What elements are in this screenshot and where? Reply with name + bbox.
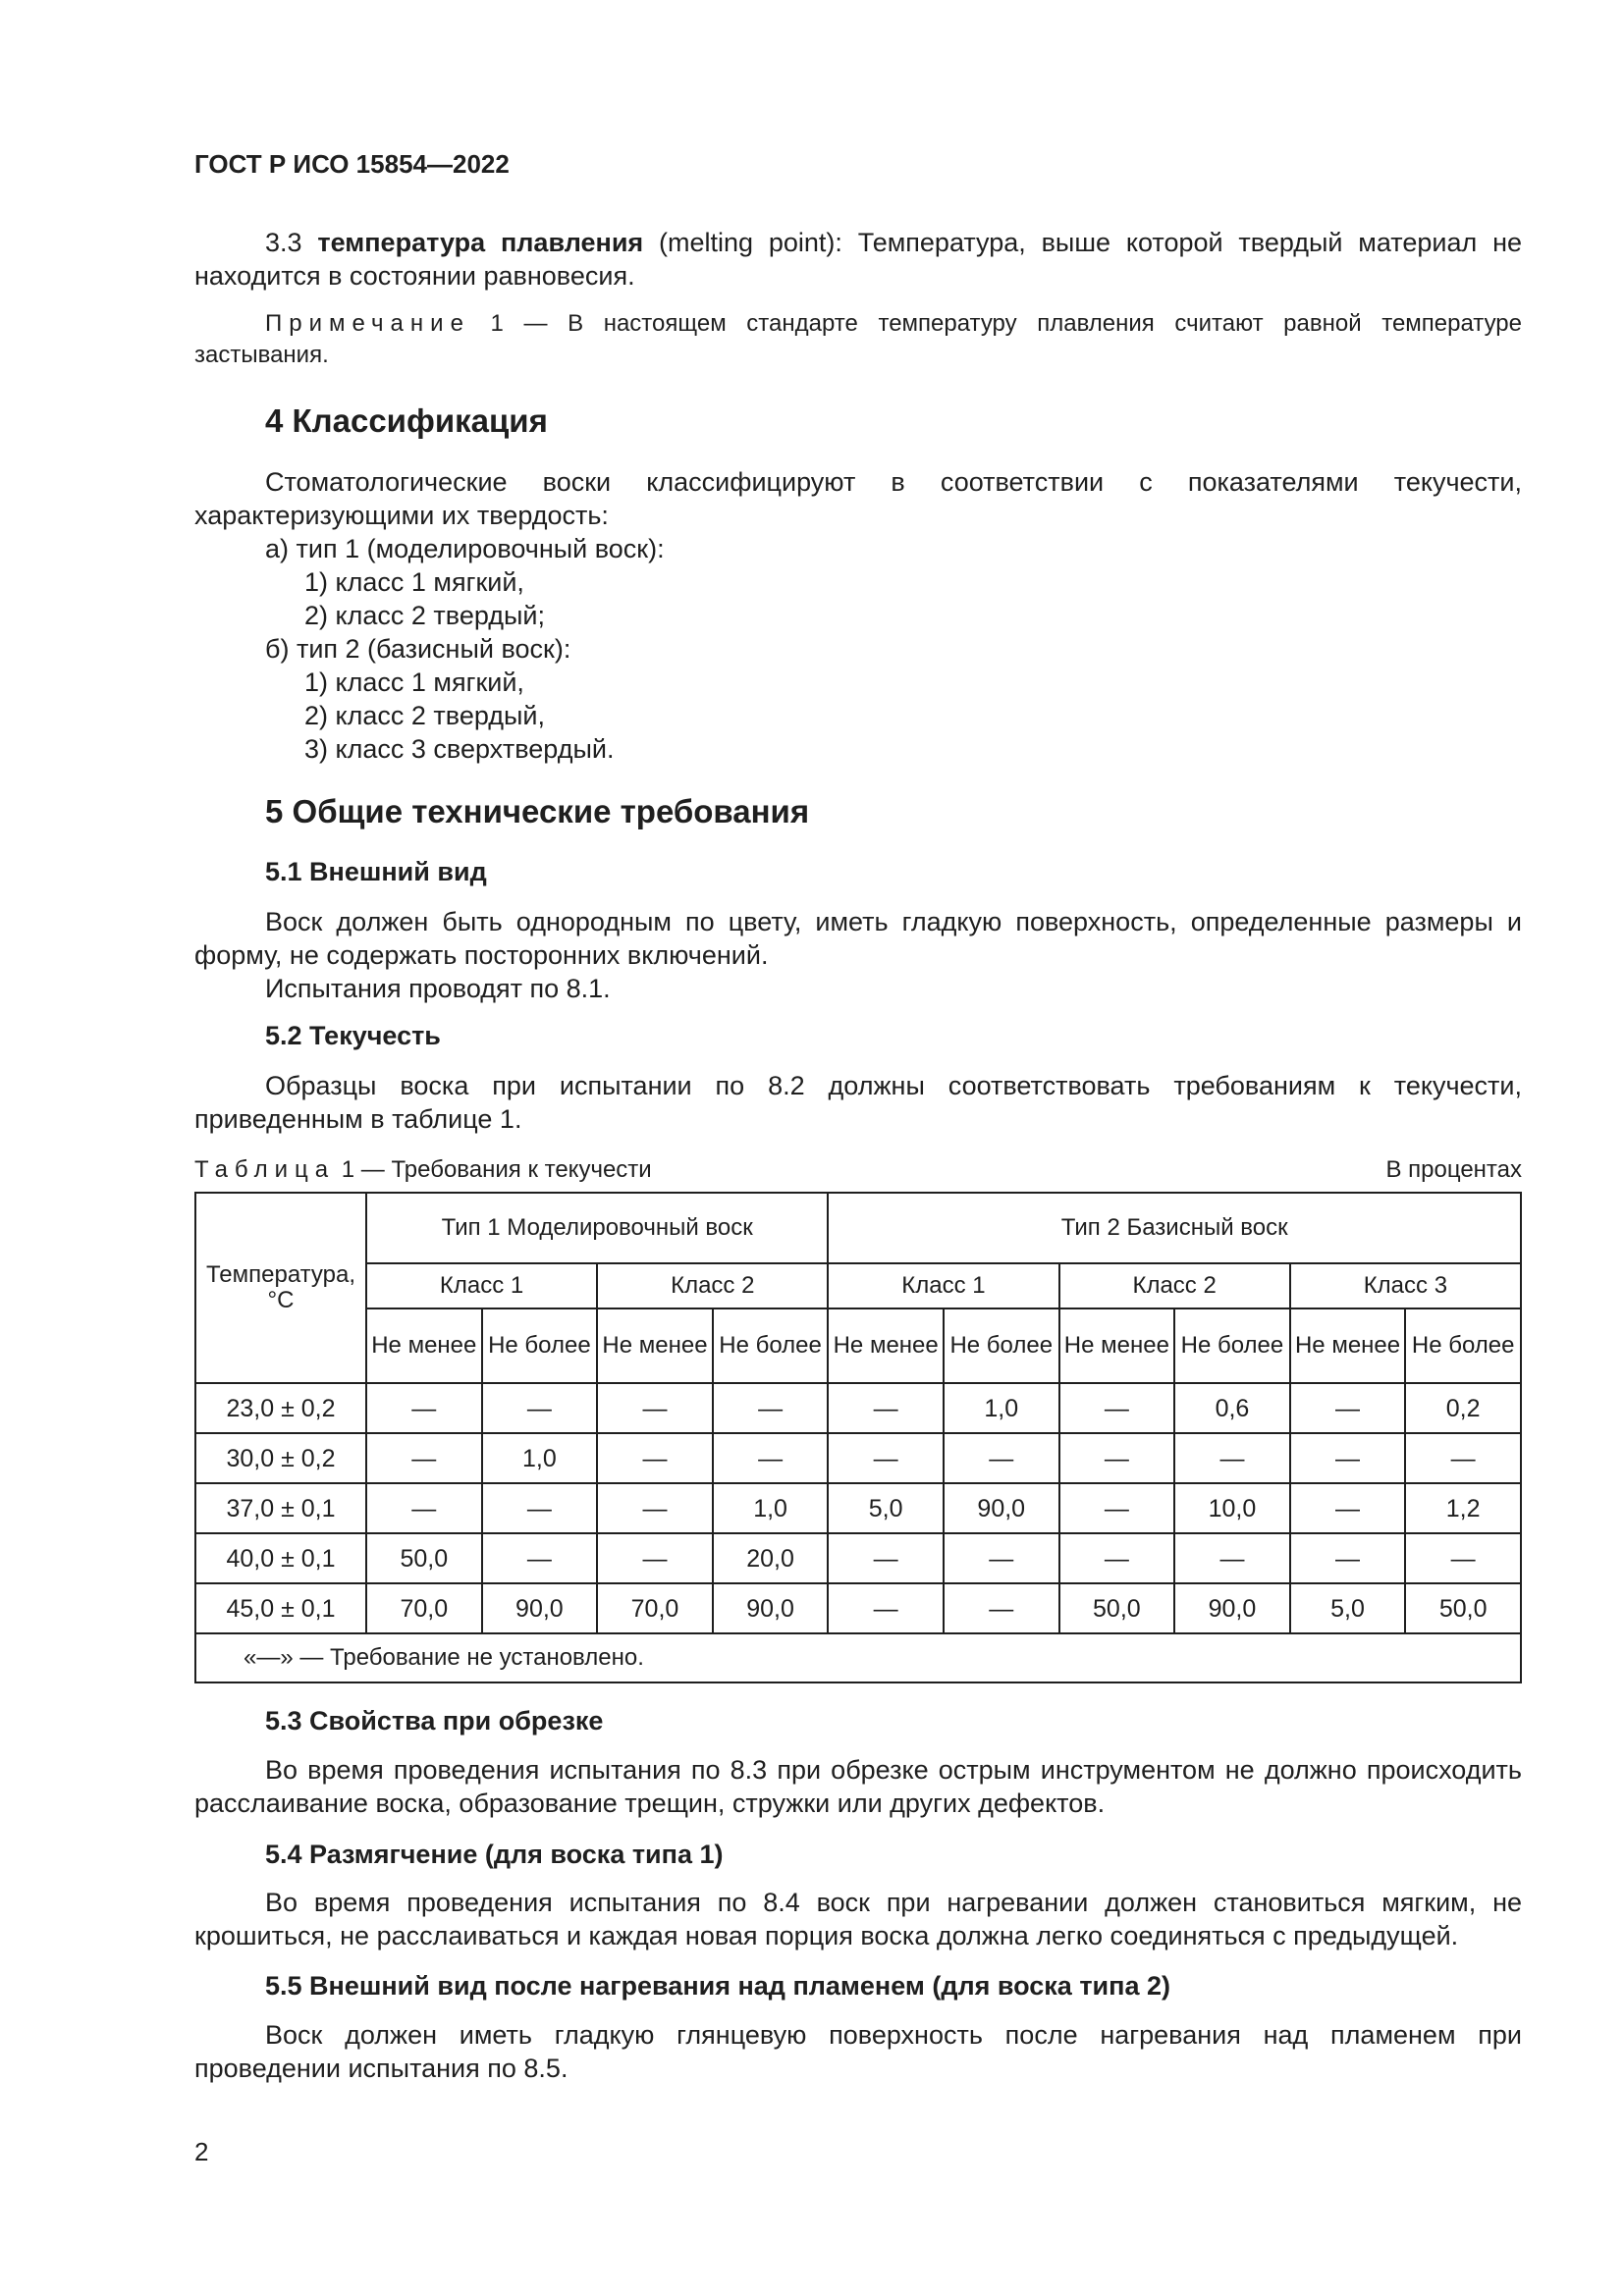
table-cell: — bbox=[828, 1433, 944, 1483]
max-header: Не более bbox=[1405, 1308, 1521, 1383]
temperature-cell: 40,0 ± 0,1 bbox=[195, 1533, 366, 1583]
table-cell: 50,0 bbox=[366, 1533, 482, 1583]
table-cell: 10,0 bbox=[1174, 1483, 1290, 1533]
table-cell: 90,0 bbox=[944, 1483, 1059, 1533]
table-cell: 90,0 bbox=[713, 1583, 829, 1633]
list-item: 1) класс 1 мягкий, bbox=[304, 567, 524, 597]
page-number: 2 bbox=[194, 2137, 209, 2166]
table-cell: — bbox=[366, 1433, 482, 1483]
def-term: температура плавления bbox=[317, 228, 644, 257]
class-header: Класс 2 bbox=[597, 1263, 828, 1308]
section-5-2-text: Образцы воска при испытании по 8.2 должны соответствовать требованиям к текучести, приведенным в таблице 1. bbox=[194, 1071, 1522, 1134]
list-item: 3) класс 3 сверхтвердый. bbox=[304, 734, 615, 764]
temperature-cell: 30,0 ± 0,2 bbox=[195, 1433, 366, 1483]
temperature-header: Температура, °С bbox=[195, 1193, 366, 1383]
note-text: 1 — В настоящем стандарте температуру плавления считают равной температуре застывания. bbox=[194, 310, 1522, 368]
table-cell: — bbox=[1174, 1533, 1290, 1583]
table-cell: — bbox=[1405, 1433, 1521, 1483]
section-5-5-title: 5.5 Внешний вид после нагревания над пламенем (для воска типа 2) bbox=[265, 1971, 1170, 2001]
note-1 bbox=[194, 308, 1522, 371]
table-cell: — bbox=[366, 1483, 482, 1533]
table-cell: — bbox=[944, 1533, 1059, 1583]
list-item: а) тип 1 (моделировочный воск): bbox=[265, 534, 665, 563]
section-5-title: 5 Общие технические требования bbox=[265, 793, 810, 829]
max-header: Не более bbox=[482, 1308, 598, 1383]
table-cell: 90,0 bbox=[482, 1583, 598, 1633]
min-header: Не менее bbox=[1059, 1308, 1175, 1383]
table-cell: — bbox=[482, 1533, 598, 1583]
table-cell: — bbox=[597, 1533, 713, 1583]
standard-header: ГОСТ Р ИСО 15854—2022 bbox=[194, 149, 510, 179]
section-4-title: 4 Классификация bbox=[265, 402, 548, 439]
table-cell: — bbox=[1059, 1533, 1175, 1583]
table-row bbox=[195, 1433, 1521, 1483]
table-cell: 90,0 bbox=[1174, 1583, 1290, 1633]
definition-3-3 bbox=[194, 226, 1522, 293]
table-cell: 0,6 bbox=[1174, 1383, 1290, 1433]
table-cell: — bbox=[713, 1383, 829, 1433]
table-cell: — bbox=[597, 1383, 713, 1433]
temperature-cell: 37,0 ± 0,1 bbox=[195, 1483, 366, 1533]
table-cell: 1,0 bbox=[713, 1483, 829, 1533]
table-cell: 0,2 bbox=[1405, 1383, 1521, 1433]
type-2-header: Тип 2 Базисный воск bbox=[828, 1193, 1521, 1263]
table-cell: — bbox=[944, 1433, 1059, 1483]
max-header: Не более bbox=[944, 1308, 1059, 1383]
min-header: Не менее bbox=[597, 1308, 713, 1383]
table-cell: — bbox=[482, 1483, 598, 1533]
list-item: 2) класс 2 твердый, bbox=[304, 701, 545, 730]
table-cell: — bbox=[1405, 1533, 1521, 1583]
flow-requirements-table bbox=[194, 1192, 1522, 1683]
table-cell: — bbox=[1059, 1433, 1175, 1483]
class-header: Класс 1 bbox=[828, 1263, 1058, 1308]
table-cell: — bbox=[597, 1433, 713, 1483]
table-cell: 20,0 bbox=[713, 1533, 829, 1583]
section-5-3-title: 5.3 Свойства при обрезке bbox=[265, 1706, 604, 1735]
section-5-1-text: Воск должен быть однородным по цвету, иметь гладкую поверхность, определенные размеры и форму, не содержать посторонних включений. bbox=[194, 907, 1522, 970]
table-cell: — bbox=[828, 1583, 944, 1633]
temperature-cell: 23,0 ± 0,2 bbox=[195, 1383, 366, 1433]
list-item: б) тип 2 (базисный воск): bbox=[265, 634, 571, 664]
table-unit: В процентах bbox=[1385, 1156, 1522, 1183]
table-cell: — bbox=[1290, 1533, 1406, 1583]
table-row bbox=[195, 1483, 1521, 1533]
table-cell: — bbox=[1059, 1383, 1175, 1433]
table-cell: 50,0 bbox=[1405, 1583, 1521, 1633]
max-header: Не более bbox=[713, 1308, 829, 1383]
section-4-intro: Стоматологические воски классифицируют в соответствии с показателями текучести, характеризующими их твердость: bbox=[194, 467, 1522, 530]
table-cell: 50,0 bbox=[1059, 1583, 1175, 1633]
table-cell: — bbox=[828, 1383, 944, 1433]
table-cell: — bbox=[482, 1383, 598, 1433]
table-cell: 70,0 bbox=[366, 1583, 482, 1633]
section-5-4-text: Во время проведения испытания по 8.4 воск при нагревании должен становиться мягким, не крошиться, не расслаиваться и каждая новая порция воска должна легко соединяться с предыдущей. bbox=[194, 1888, 1522, 1950]
table-cell: 1,0 bbox=[944, 1383, 1059, 1433]
table-cell: — bbox=[1290, 1483, 1406, 1533]
table-row bbox=[195, 1533, 1521, 1583]
table-caption-label: Таблица bbox=[194, 1156, 336, 1183]
table-caption bbox=[194, 1156, 652, 1184]
table-cell: — bbox=[944, 1583, 1059, 1633]
table-cell: — bbox=[1290, 1383, 1406, 1433]
table-cell: 1,0 bbox=[482, 1433, 598, 1483]
min-header: Не менее bbox=[366, 1308, 482, 1383]
table-cell: — bbox=[1290, 1433, 1406, 1483]
table-footnote: «—» — Требование не установлено. bbox=[195, 1633, 1521, 1682]
table-cell: — bbox=[597, 1483, 713, 1533]
table-cell: 5,0 bbox=[828, 1483, 944, 1533]
section-5-5-text: Воск должен иметь гладкую глянцевую поверхность после нагревания над пламенем при проведении испытания по 8.5. bbox=[194, 2020, 1522, 2083]
def-text: (melting point): Температура, выше которой твердый материал не находится в состоянии равновесия. bbox=[194, 228, 1522, 291]
table-row bbox=[195, 1383, 1521, 1433]
section-5-2-title: 5.2 Текучесть bbox=[265, 1021, 441, 1050]
table-cell: — bbox=[828, 1533, 944, 1583]
section-5-4-title: 5.4 Размягчение (для воска типа 1) bbox=[265, 1840, 724, 1869]
min-header: Не менее bbox=[1290, 1308, 1406, 1383]
list-item: 1) класс 1 мягкий, bbox=[304, 667, 524, 697]
list-item: 2) класс 2 твердый; bbox=[304, 601, 545, 630]
table-cell: — bbox=[713, 1433, 829, 1483]
table-cell: — bbox=[366, 1383, 482, 1433]
class-header: Класс 3 bbox=[1290, 1263, 1521, 1308]
table-cell: 1,2 bbox=[1405, 1483, 1521, 1533]
class-header: Класс 2 bbox=[1059, 1263, 1290, 1308]
section-5-1-title: 5.1 Внешний вид bbox=[265, 857, 487, 886]
min-header: Не менее bbox=[828, 1308, 944, 1383]
class-header: Класс 1 bbox=[366, 1263, 597, 1308]
table-cell: — bbox=[1059, 1483, 1175, 1533]
section-5-1-text-2: Испытания проводят по 8.1. bbox=[265, 974, 611, 1003]
table-cell: 5,0 bbox=[1290, 1583, 1406, 1633]
def-number: 3.3 bbox=[265, 228, 302, 257]
section-5-3-text: Во время проведения испытания по 8.3 при обрезке острым инструментом не должно происходить расслаивание воска, образование трещин, стружки или других дефектов. bbox=[194, 1755, 1522, 1818]
table-cell: 70,0 bbox=[597, 1583, 713, 1633]
table-caption-text: 1 — Требования к текучести bbox=[335, 1156, 652, 1183]
max-header: Не более bbox=[1174, 1308, 1290, 1383]
type-1-header: Тип 1 Моделировочный воск bbox=[366, 1193, 828, 1263]
table-row bbox=[195, 1583, 1521, 1633]
table-cell: — bbox=[1174, 1433, 1290, 1483]
note-label: Примечание bbox=[265, 310, 470, 337]
temperature-cell: 45,0 ± 0,1 bbox=[195, 1583, 366, 1633]
